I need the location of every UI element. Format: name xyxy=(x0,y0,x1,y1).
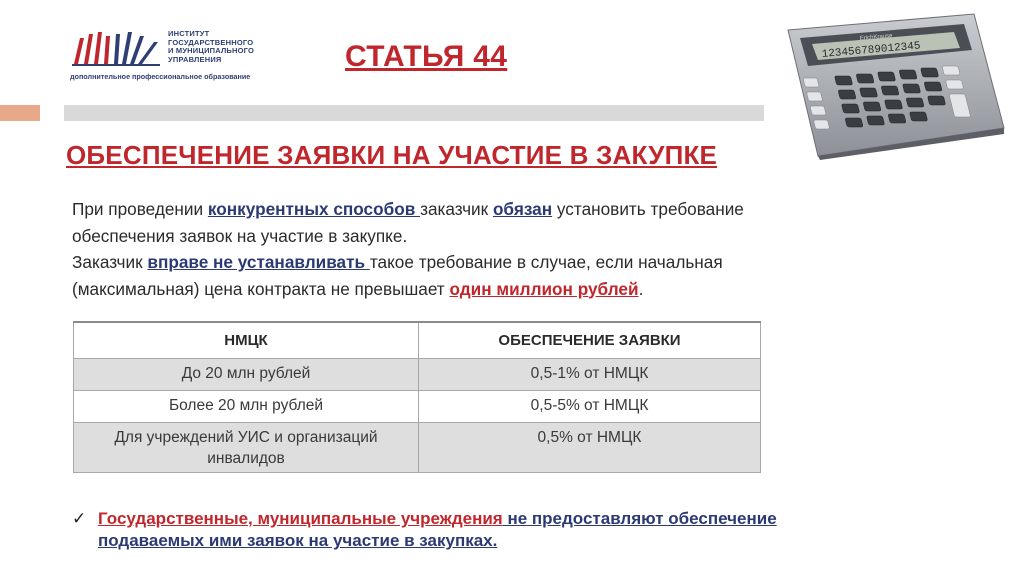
column-header: ОБЕСПЕЧЕНИЕ ЗАЯВКИ xyxy=(419,322,761,358)
note-red-part: Государственные, муниципальные учреждения xyxy=(98,509,503,528)
security-table xyxy=(73,321,761,473)
calculator-icon xyxy=(768,10,1008,160)
books-logo-icon xyxy=(70,28,162,68)
table-cell: До 20 млн рублей xyxy=(74,358,419,390)
note-blue-part: не предоставляют обеспечение подаваемых ими заявок на участие в закупках. xyxy=(98,509,777,550)
article-title: СТАТЬЯ 44 xyxy=(345,40,508,73)
table-cell: Более 20 млн рублей xyxy=(74,390,419,422)
section-heading: ОБЕСПЕЧЕНИЕ ЗАЯВКИ НА УЧАСТИЕ В ЗАКУПКЕ xyxy=(66,140,718,170)
footnote-text xyxy=(98,508,858,552)
emphasis-competitive-methods: конкурентных способов xyxy=(207,199,421,219)
column-header: НМЦК xyxy=(74,322,419,358)
table-row xyxy=(74,390,761,422)
checkmark-icon: ✓ xyxy=(72,509,87,528)
logo-line: УПРАВЛЕНИЯ xyxy=(168,54,222,64)
divider-bar xyxy=(64,105,764,121)
divider-accent-left xyxy=(0,105,40,121)
text-run: . xyxy=(638,278,644,299)
body-paragraph xyxy=(72,196,812,302)
table-header-row xyxy=(74,322,761,358)
table-cell: 0,5-5% от НМЦК xyxy=(419,390,761,422)
table-cell: 0,5% от НМЦК xyxy=(419,422,761,472)
emphasis-obliged: обязан xyxy=(492,199,553,219)
emphasis-may-not-set: вправе не устанавливать xyxy=(147,252,370,272)
calculator-brand: ErichKrause xyxy=(859,33,893,42)
text-run: заказчик xyxy=(420,199,493,219)
logo-line: ИНСТИТУТ xyxy=(168,29,210,38)
logo-subtitle: дополнительное профессиональное образование xyxy=(70,72,251,81)
logo-line: И МУНИЦИПАЛЬНОГО xyxy=(168,46,255,56)
table-cell: Для учреждений УИС и организаций инвалидов xyxy=(74,422,419,472)
logo-line: ГОСУДАРСТВЕННОГО xyxy=(168,37,254,47)
table-row xyxy=(74,422,761,472)
text-run: При проведении xyxy=(72,199,208,219)
calculator-display: 123456789012345 xyxy=(821,40,922,61)
table-row xyxy=(74,358,761,390)
text-run: Заказчик xyxy=(72,252,148,272)
text-run: установить требование обеспечения заявок на участие в закупке. xyxy=(72,199,744,246)
emphasis-one-million: один миллион рублей xyxy=(449,278,639,299)
logo-text xyxy=(168,30,254,64)
text-run: такое требование в случае, если начальная (максимальная) цена контракта не превышает xyxy=(72,252,723,299)
table-cell: 0,5-1% от НМЦК xyxy=(419,358,761,390)
institute-logo xyxy=(68,24,308,88)
